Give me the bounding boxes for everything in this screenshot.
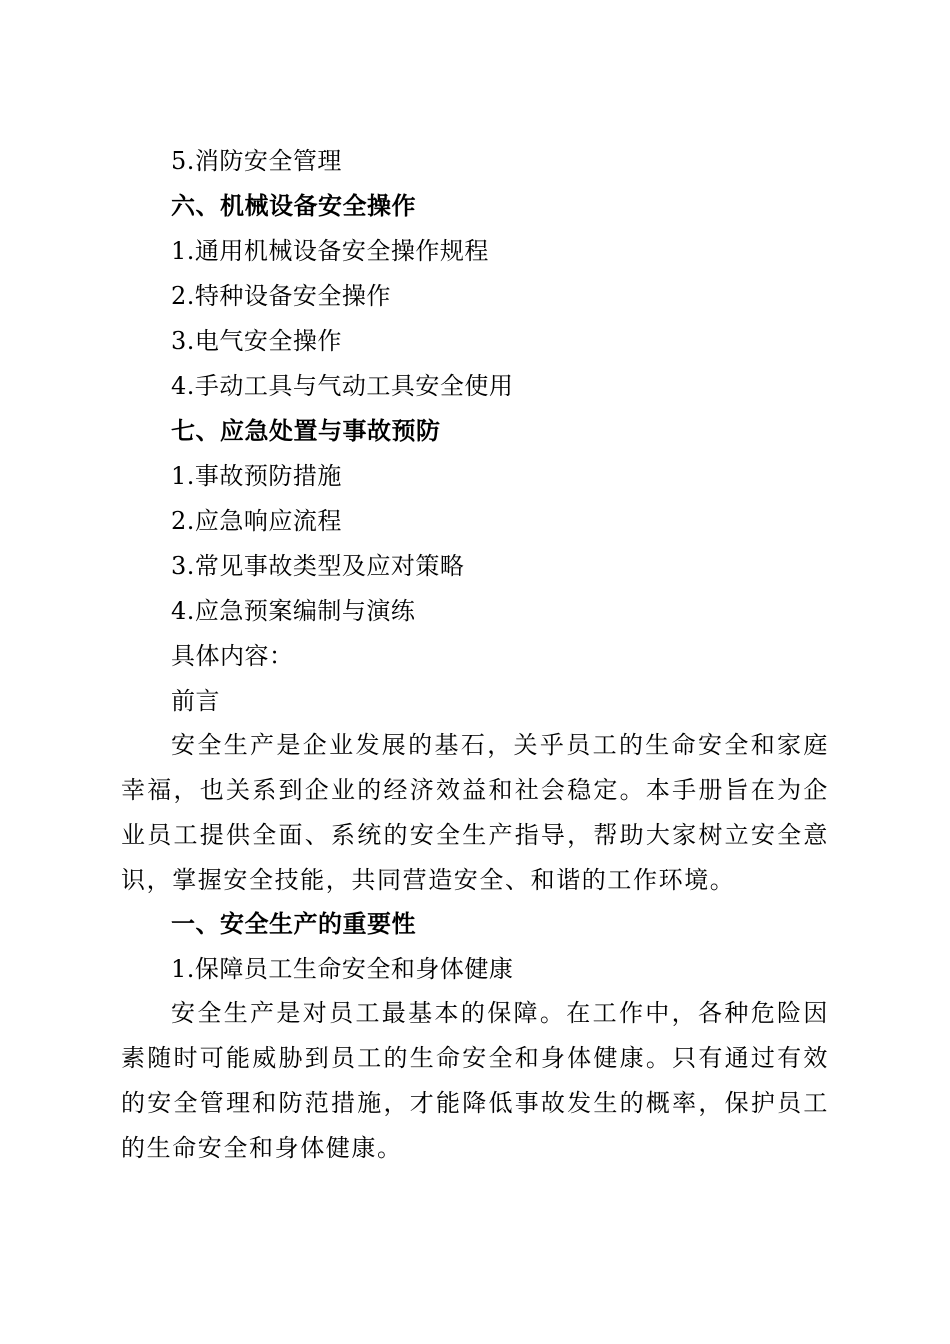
chapter-1-paragraph: 安全生产是对员工最基本的保障。在工作中，各种危险因素随时可能威胁到员工的生命安全和身体健康。只有通过有效的安全管理和防范措施，才能降低事故发生的概率，保护员工的生命安全和身体健康。 bbox=[121, 999, 829, 1162]
section-7-item-4: 4.应急预案编制与演练 bbox=[171, 597, 416, 625]
section-7-item-2: 2.应急响应流程 bbox=[171, 507, 342, 535]
preface-paragraph: 安全生产是企业发展的基石，关乎员工的生命安全和家庭幸福，也关系到企业的经济效益和社会稳定。本手册旨在为企业员工提供全面、系统的安全生产指导，帮助大家树立安全意识，掌握安全技能，共同营造安全、和谐的工作环境。 bbox=[121, 731, 829, 894]
chapter-1-heading: 一、安全生产的重要性 bbox=[171, 910, 416, 938]
section-6-item-1: 1.通用机械设备安全操作规程 bbox=[171, 237, 489, 265]
preface-title: 前言 bbox=[171, 687, 220, 715]
content-label: 具体内容： bbox=[171, 642, 294, 670]
section-6-heading: 六、机械设备安全操作 bbox=[171, 192, 416, 220]
section-6-item-2: 2.特种设备安全操作 bbox=[171, 282, 391, 310]
chapter-1-subheading: 1.保障员工生命安全和身体健康 bbox=[171, 955, 514, 983]
section-7-item-1: 1.事故预防措施 bbox=[171, 462, 342, 490]
outline-item-fire-safety: 5.消防安全管理 bbox=[171, 147, 342, 175]
section-6-item-4: 4.手动工具与气动工具安全使用 bbox=[171, 372, 514, 400]
section-7-item-3: 3.常见事故类型及应对策略 bbox=[171, 552, 465, 580]
section-6-item-3: 3.电气安全操作 bbox=[171, 327, 342, 355]
section-7-heading: 七、应急处置与事故预防 bbox=[171, 417, 441, 445]
